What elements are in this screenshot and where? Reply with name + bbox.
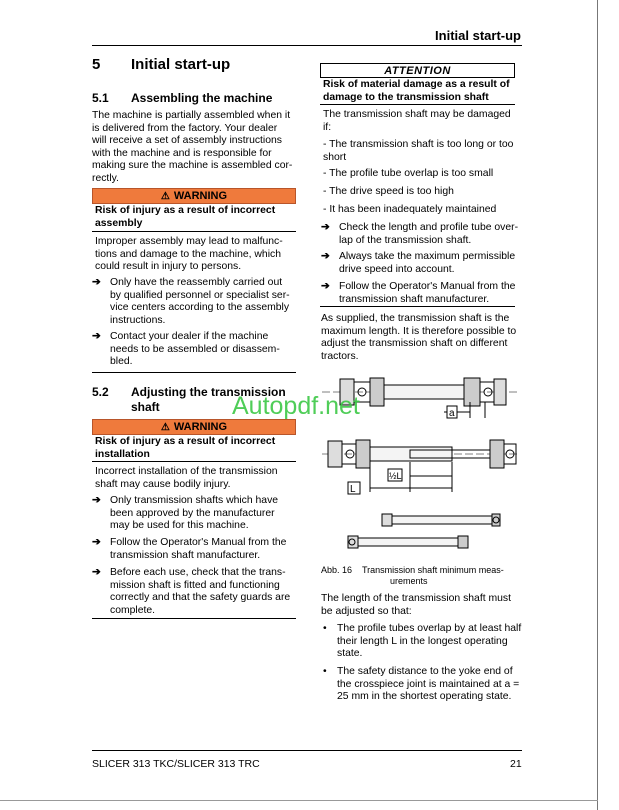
length-rule-item: • The profile tubes overlap by at least half their length L in the longest operating state. [323,623,522,660]
footer-rule [92,750,522,751]
warning-banner-assembly [92,188,296,204]
instruction-item: ➔ Only transmission shafts which have been approved by the manufacturer may be used for this machine. [92,495,279,532]
arrow-right-icon: ➔ [321,222,330,233]
arrow-right-icon: ➔ [321,281,330,292]
warning-body-installation: Incorrect installation of the transmission shaft may cause bodily injury. [95,466,278,490]
assembly-paragraph: The machine is partially assembled when it is delivered from the factory. Your dealer will receive a set of assembly instructions with the machine and is responsible for making sure the machine is assembled cor- rectly. [92,110,293,184]
instruction-item: ➔ Always take the maximum permissible drive speed into account. [321,251,516,275]
supplied-paragraph: As supplied, the transmission shaft is the maximum length. It is therefore possible to adjust the transmission shaft on different tractors. [321,313,517,362]
warning-body-assembly: Improper assembly may lead to malfunc- tions and damage to the machine, which could result in injury to persons. [95,236,283,273]
arrow-right-icon: ➔ [321,251,330,262]
figure-caption-number: Abb. 16 [321,565,353,575]
attention-condition: - It has been inadequately maintained [323,204,497,215]
subsection-number-5-2: 5.2 [92,385,109,399]
arrow-right-icon: ➔ [92,537,101,548]
warning-end-rule [92,618,296,619]
attention-condition: - The profile tube overlap is too small [323,168,494,179]
attention-banner: ATTENTION [320,63,515,78]
section-number: 5 [92,56,101,73]
arrow-right-icon: ➔ [92,567,101,578]
warning-heading-installation: Risk of injury as a result of incorrect installation [95,436,276,460]
warning-triangle-icon: ⚠ [160,421,170,433]
page-number: 21 [510,758,522,770]
warning-heading-assembly: Risk of injury as a result of incorrect assembly [95,205,276,229]
shaft-drawing-long [322,440,518,468]
section-title: Initial start-up [131,56,231,73]
running-header-title: Initial start-up [435,28,521,43]
figure-caption: Transmission shaft minimum meas- urements [362,565,504,586]
instruction-item: ➔ Before each use, check that the trans- mission shaft is fitted and functioning correctly and that the safety guards are complete. [92,567,291,616]
subsection-number-5-1: 5.1 [92,91,109,105]
dimension-label-a: a [449,408,455,419]
attention-divider [320,104,515,105]
arrow-right-icon: ➔ [92,495,101,506]
instruction-item: ➔ Follow the Operator's Manual from the transmission shaft manufacturer. [321,281,516,305]
warning-label: WARNING [173,421,228,433]
instruction-item: ➔ Check the length and profile tube over- lap of the transmission shaft. [321,222,519,246]
page-bottom-edge [0,800,598,801]
bullet-icon: • [323,666,327,677]
subsection-title-5-1: Assembling the machine [131,91,273,105]
footer-model: SLICER 313 TKC/SLICER 313 TRC [92,758,260,770]
attention-condition: - The drive speed is too high [323,186,454,197]
length-intro: The length of the transmission shaft must be adjusted so that: [321,593,512,617]
bullet-icon: • [323,623,327,634]
attention-end-rule [320,306,515,307]
page-right-edge [597,0,598,810]
instruction-item: ➔ Only have the reassembly carried out by qualified personnel or specialist ser- vice centers according to the assembly instructions. [92,277,290,326]
subsection-title-5-2: Adjusting the transmission shaft [131,385,286,414]
attention-condition: - The transmission shaft is too long or too short [323,139,514,163]
instruction-item: ➔ Follow the Operator's Manual from the transmission shaft manufacturer. [92,537,287,561]
arrow-right-icon: ➔ [92,277,101,288]
warning-triangle-icon: ⚠ [160,190,170,202]
watermark-text: Autopdf.net [232,392,360,420]
attention-intro: The transmission shaft may be damaged if: [323,109,511,133]
warning-label: WARNING [173,190,228,202]
shaft-drawing-pieces [348,514,500,548]
warning-divider [92,461,296,462]
dimension-label-half-L: ½L [389,471,402,481]
warning-divider [92,231,296,232]
warning-end-rule [92,372,296,373]
arrow-right-icon: ➔ [92,331,101,342]
instruction-item: ➔ Contact your dealer if the machine needs to be assembled or disassem- bled. [92,331,280,368]
attention-heading: Risk of material damage as a result of damage to the transmission shaft [323,79,510,103]
header-rule [92,45,522,46]
warning-banner-installation [92,419,296,435]
length-rule-item: • The safety distance to the yoke end of the crosspiece joint is maintained at a = 25 mm in the shortest operating state. [323,666,520,703]
dimension-label-L: L [350,484,356,495]
